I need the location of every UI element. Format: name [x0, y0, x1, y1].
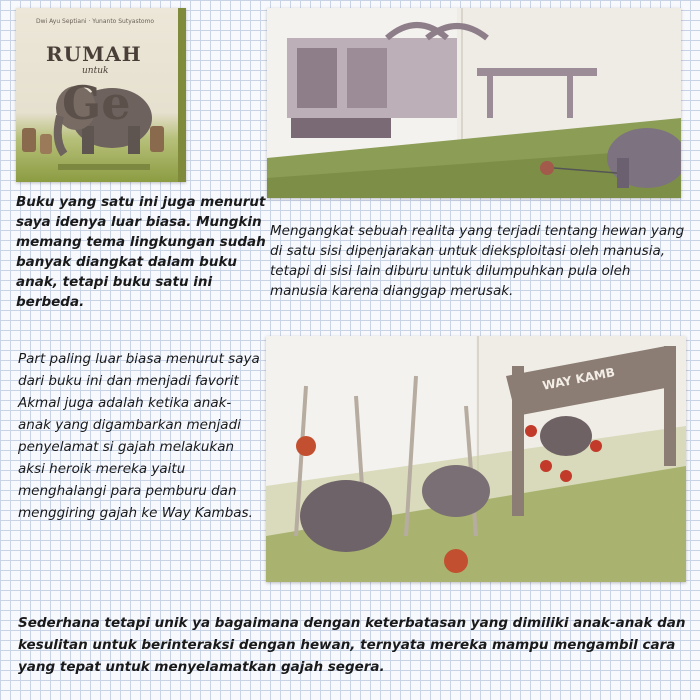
rescue-illustration: [266, 336, 686, 582]
favorite-part-paragraph: Part paling luar biasa menurut saya dari buku ini dan menjadi favorit Akmal juga adalah ketika anak-anak yang digambarkan menjadi penyelamat si gajah melakukan aksi heroik mereka yaitu menghalangi para pemburu dan menggiring gajah ke Way Kambas.: [18, 351, 260, 521]
cover-art: [16, 8, 178, 182]
sign-text: WAY KAMB: [541, 365, 617, 393]
intro-paragraph: Buku yang satu ini juga menurut saya idenya luar biasa. Mungkin memang tema lingkungan sudah banyak diangkat dalam buku anak, tetapi buku satu ini berbeda.: [16, 194, 266, 310]
book-spread-image-1: [267, 8, 681, 198]
cover-spine: [178, 8, 186, 182]
realita-paragraph: Mengangkat sebuah realita yang terjadi tentang hewan yang di satu sisi dipenjarakan untuk dieksploitasi oleh manusia, tetapi di sisi lain diburu untuk dilumpuhkan pula oleh manusia karena dianggap merusak.: [270, 223, 685, 299]
closing-paragraph: Sederhana tetapi unik ya bagaimana dengan keterbatasan yang dimiliki anak-anak dan kesulitan untuk berinteraksi dengan hewan, ternyata mereka mampu mengambil cara yang tepat untuk menyelamatkan gajah segera.: [18, 615, 686, 675]
enclosure-illustration: [267, 8, 681, 198]
book-spread-image-2: [266, 336, 686, 582]
cover-big-title: Ge: [62, 76, 131, 130]
cover-subtitle: untuk: [82, 66, 109, 76]
cover-band: [58, 164, 150, 170]
book-cover-image: [16, 8, 186, 182]
cover-authors: Dwi Ayu Septiani · Yunanto Sutyastomo: [36, 18, 155, 25]
cover-title: RUMAH: [46, 42, 142, 66]
